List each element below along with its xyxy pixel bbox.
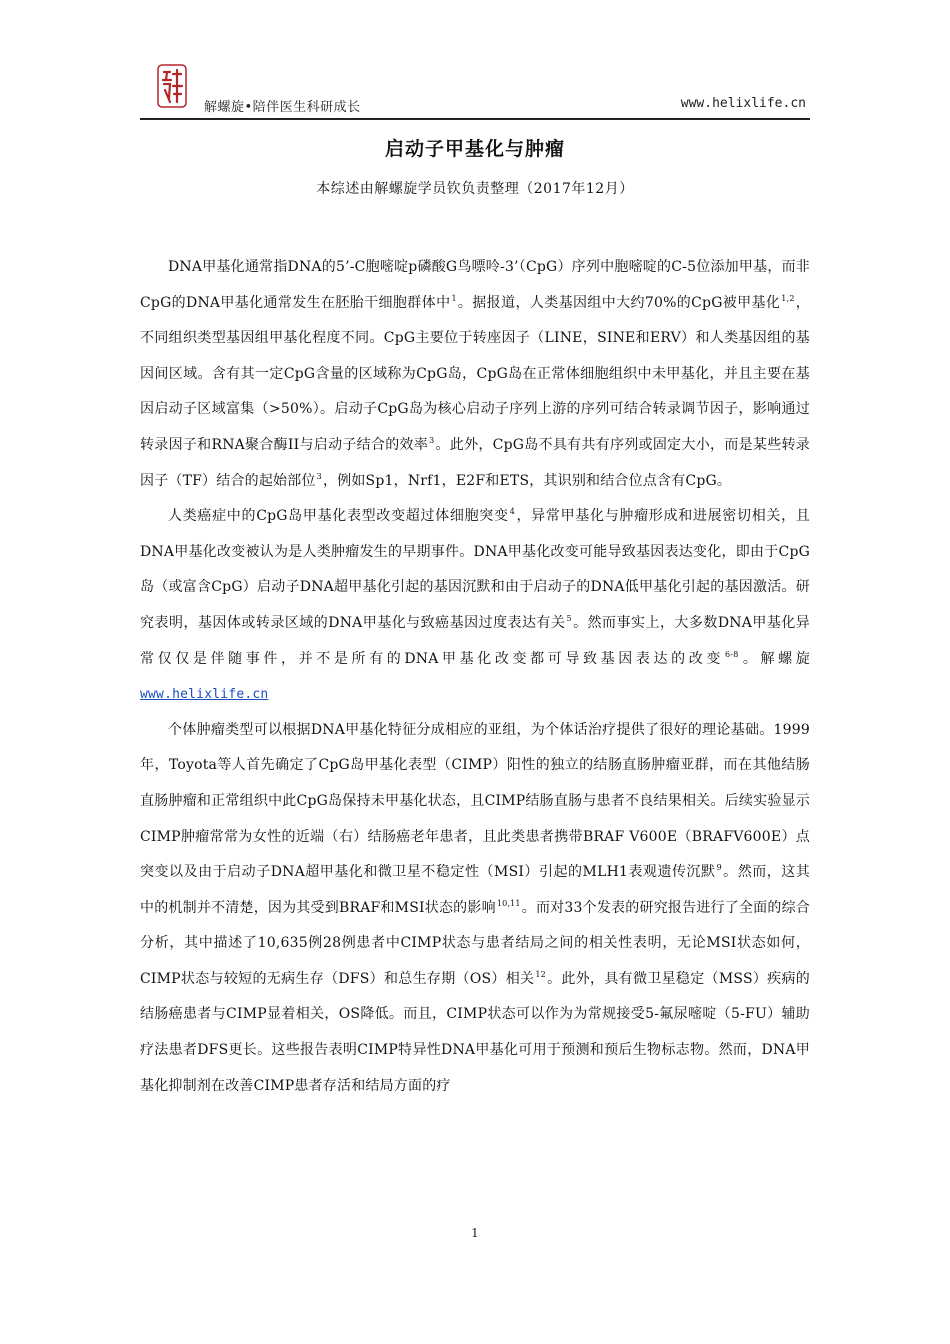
document-body	[140, 250, 810, 1104]
body-text: 。据报道，人类基因组中大约70%的CpG被甲基化	[457, 294, 781, 311]
body-text: ，例如Sp1，Nrf1，E2F和ETS，其识别和结合位点含有CpG。	[322, 472, 732, 489]
citation-reference: 3	[316, 471, 322, 481]
body-paragraph	[140, 250, 810, 499]
document-subtitle: 本综述由解螺旋学员钦负责整理（2017年12月）	[316, 181, 634, 197]
body-text: ，不同组织类型基因组甲基化程度不同。CpG主要位于转座因子（LINE，SINE和ERV）和人类基因组的基因间区域。含有其一定CpG含量的区域称为CpG岛，CpG岛在正常体细胞组织中未甲基化，并且主要在基因启动子区域富集（>50%）。启动子CpG岛为核心启动子序列上游的序列可结合转录调节因子，影响通过转录因子和RNA聚合酶II与启动子结合的效率	[140, 294, 811, 453]
body-text: 个体肿瘤类型可以根据DNA甲基化特征分成相应的亚组，为个体话治疗提供了很好的理论基础。1999年，Toyota等人首先确定了CpG岛甲基化表型（CIMP）阳性的独立的结肠直肠肿瘤亚群，而在其他结肠直肠肿瘤和正常组织中此CpG岛保持未甲基化状态，且CIMP结肠直肠与患者不良结果相关。后续实验显示CIMP肿瘤常常为女性的近端（右）结肠癌老年患者，且此类患者携带BRAF V600E（BRAFV600E）点突变以及由于启动子DNA超甲基化和微卫星不稳定性（MSI）引起的MLH1表观遗传沉默	[140, 721, 810, 881]
body-text: 人类癌症中的CpG岛甲基化表型改变超过体细胞突变	[168, 508, 509, 525]
helixlife-logo	[157, 64, 187, 108]
citation-reference: 5	[566, 613, 572, 623]
document-title: 启动子甲基化与肿瘤	[384, 138, 565, 160]
body-paragraph	[140, 713, 810, 1105]
body-text: 。此外，具有微卫星稳定（MSS）疾病的结肠癌患者与CIMP显着相关，OS降低。而且，CIMP状态可以作为为常规接受5-氟尿嘧啶（5-FU）辅助疗法患者DFS更长。这些报告表明CIMP特异性DNA甲基化可用于预测和预后生物标志物。然而，DNA甲基化抑制剂在改善CIMP患者存活和结局方面的疗	[140, 970, 811, 1094]
body-text: 。解螺旋	[739, 650, 810, 667]
citation-reference: 9	[716, 863, 722, 873]
citation-reference: 3	[429, 435, 435, 445]
page-number: 1	[471, 1226, 479, 1240]
citation-reference: 4	[509, 507, 515, 517]
citation-reference: 1,2	[781, 293, 795, 303]
citation-reference: 12	[535, 969, 546, 979]
body-text: 。然而，这其中的机制并不清楚，因为其受到BRAF和MSI状态的影响	[140, 864, 811, 916]
body-text: DNA甲基化通常指DNA的5’-C胞嘧啶p磷酸G鸟嘌呤-3’（CpG）序列中胞嘧啶的C-5位添加甲基，而非CpG的DNA甲基化通常发生在胚胎干细胞群体中	[140, 259, 810, 311]
citation-reference: 6-8	[725, 649, 739, 659]
website-link[interactable]: www.helixlife.cn	[140, 687, 269, 703]
body-text: 。而对33个发表的研究报告进行了全面的综合分析，其中描述了10,635例28例患者中CIMP状态与患者结局之间的相关性表明，无论MSI状态如何，CIMP状态与较短的无病生存（DFS）和总生存期（OS）相关	[140, 899, 811, 987]
header-divider	[140, 118, 810, 120]
header-slogan: 解螺旋•陪伴医生科研成长	[204, 100, 361, 115]
body-text: 。此外，CpG岛不具有共有序列或固定大小，而是某些转录因子（TF）结合的起始部位	[140, 436, 810, 489]
body-text: ，异常甲基化与肿瘤形成和进展密切相关，且DNA甲基化改变被认为是人类肿瘤发生的早期事件。DNA甲基化改变可能导致基因表达变化，即由于CpG岛（或富含CpG）启动子DNA超甲基化引起的基因沉默和由于启动子的DNA低甲基化引起的基因激活。研究表明，基因体或转录区域的DNA甲基化与致癌基因过度表达有关	[140, 508, 811, 631]
header-website[interactable]: www.helixlife.cn	[680, 96, 806, 111]
body-paragraph	[140, 499, 810, 713]
citation-reference: 1	[451, 293, 457, 303]
body-text: 。然而事实上，大多数DNA甲基化异常仅仅是伴随事件，并不是所有的DNA甲基化改变都可导致基因表达的改变	[140, 614, 810, 667]
citation-reference: 10,11	[496, 898, 521, 908]
